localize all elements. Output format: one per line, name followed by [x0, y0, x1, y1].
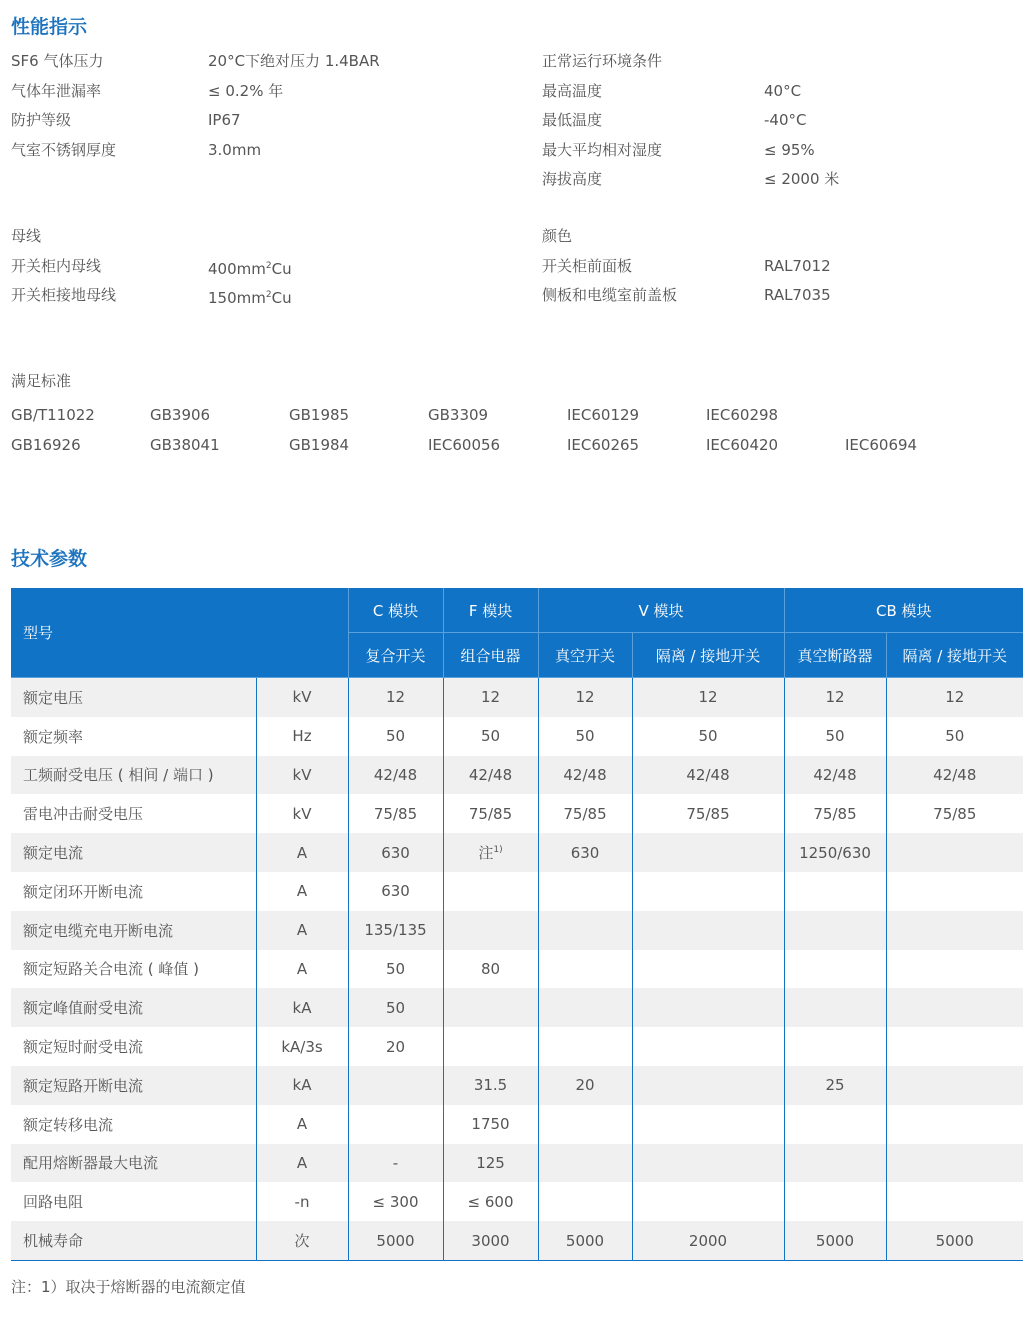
value-cell: 5000 [538, 1221, 632, 1260]
tech-title: 技术参数 [11, 548, 88, 570]
value-cell [886, 1182, 1023, 1221]
table-row [11, 950, 1023, 989]
value-cell [886, 1144, 1023, 1183]
value-cell: 42/48 [632, 756, 784, 795]
standards-row [11, 431, 984, 461]
param-cell: 额定短路关合电流 ( 峰值 ) [11, 950, 256, 989]
value-cell [538, 988, 632, 1027]
standard-code: GB1985 [289, 406, 350, 424]
model-header: 型号 [11, 588, 348, 678]
param-cell: 配用熔断器最大电流 [11, 1144, 256, 1183]
value-cell: 50 [886, 717, 1023, 756]
value-cell: 5000 [886, 1221, 1023, 1260]
param-cell: 工频耐受电压 ( 相间 / 端口 ) [11, 756, 256, 795]
value-cell: 50 [348, 950, 443, 989]
value-cell: 75/85 [348, 794, 443, 833]
sub-header: 真空开关 [538, 633, 632, 678]
unit-cell: 次 [256, 1221, 348, 1260]
color-heading: 颜色 [542, 227, 573, 245]
sub-header: 真空断路器 [784, 633, 886, 678]
value-cell: 75/85 [784, 794, 886, 833]
unit-cell: kA [256, 1066, 348, 1105]
list-item [11, 252, 292, 282]
standard-code: IEC60420 [706, 435, 779, 454]
item-label: 开关柜前面板 [542, 256, 633, 275]
param-cell: 额定频率 [11, 717, 256, 756]
table-row [11, 911, 1023, 950]
value-cell [886, 1066, 1023, 1105]
value-cell [886, 1105, 1023, 1144]
value-cell: 42/48 [443, 756, 538, 795]
value-cell: - [348, 1144, 443, 1183]
value-cell [538, 1182, 632, 1221]
list-item [542, 106, 839, 136]
list-item [11, 281, 292, 311]
item-label: SF6 气体压力 [11, 52, 104, 70]
value-cell: 630 [348, 833, 443, 872]
value-cell: ≤ 600 [443, 1182, 538, 1221]
item-value: ≤ 95% [764, 140, 815, 159]
value-cell: 630 [538, 833, 632, 872]
value-cell: 42/48 [538, 756, 632, 795]
value-cell [886, 833, 1023, 872]
value-cell: 5000 [348, 1221, 443, 1260]
value-cell: 42/48 [886, 756, 1023, 795]
table-row [11, 1144, 1023, 1183]
list-item [542, 252, 831, 282]
value-cell: 20 [538, 1066, 632, 1105]
sub-header: 组合电器 [443, 633, 538, 678]
value-cell [784, 988, 886, 1027]
param-cell: 回路电阻 [11, 1182, 256, 1221]
value-cell: 1750 [443, 1105, 538, 1144]
standard-code: IEC60056 [428, 435, 501, 454]
sub-header: 复合开关 [348, 633, 443, 678]
value-cell [784, 1105, 886, 1144]
standards-grid [11, 401, 984, 460]
item-value: RAL7035 [764, 286, 831, 304]
value-cell [632, 988, 784, 1027]
standard-code: IEC60694 [845, 435, 918, 454]
table-row [11, 988, 1023, 1027]
list-item [542, 165, 839, 195]
value-cell [632, 1066, 784, 1105]
sub-header: 隔离 / 接地开关 [886, 633, 1023, 678]
item-value: 3.0mm [208, 140, 262, 159]
value-cell: 42/48 [784, 756, 886, 795]
list-item [11, 77, 380, 107]
value-cell: 135/135 [348, 911, 443, 950]
unit-cell: A [256, 911, 348, 950]
param-cell: 雷电冲击耐受电压 [11, 794, 256, 833]
value-cell [784, 1144, 886, 1183]
item-value: 40°C [764, 81, 802, 100]
value-cell [538, 1027, 632, 1066]
value-cell: 50 [348, 988, 443, 1027]
value-cell: 42/48 [348, 756, 443, 795]
item-label: 最低温度 [542, 111, 603, 129]
color-list [542, 222, 831, 311]
value-cell: 50 [538, 717, 632, 756]
standards-heading: 满足标准 [11, 372, 72, 390]
module-header: V 模块 [538, 588, 784, 633]
param-cell: 额定电压 [11, 678, 256, 717]
unit-cell: kV [256, 794, 348, 833]
performance-title: 性能指示 [11, 16, 88, 38]
table-row [11, 756, 1023, 795]
standard-code: GB3906 [150, 406, 211, 424]
value-cell [886, 872, 1023, 911]
value-cell: 630 [348, 872, 443, 911]
value-cell: ≤ 300 [348, 1182, 443, 1221]
value-cell [784, 950, 886, 989]
value-cell [538, 872, 632, 911]
environment-heading: 正常运行环境条件 [542, 52, 663, 70]
param-cell: 额定闭环开断电流 [11, 872, 256, 911]
param-cell: 机械寿命 [11, 1221, 256, 1260]
unit-cell: kV [256, 756, 348, 795]
value-cell: 12 [886, 678, 1023, 717]
module-header: F 模块 [443, 588, 538, 633]
item-value: ≤ 0.2% 年 [208, 81, 284, 100]
table-row [11, 794, 1023, 833]
standard-code: IEC60298 [706, 406, 779, 424]
item-label: 侧板和电缆室前盖板 [542, 286, 678, 304]
param-cell: 额定短时耐受电流 [11, 1027, 256, 1066]
table-row [11, 1027, 1023, 1066]
value-cell [443, 988, 538, 1027]
value-cell [784, 1027, 886, 1066]
value-cell: 注$^{1)}$ [443, 833, 538, 872]
standard-code: IEC60129 [567, 406, 640, 424]
table-row [11, 717, 1023, 756]
value-cell [348, 1105, 443, 1144]
item-label: 开关柜内母线 [11, 256, 102, 275]
value-cell: 2000 [632, 1221, 784, 1260]
value-cell: 12 [784, 678, 886, 717]
param-cell: 额定峰值耐受电流 [11, 988, 256, 1027]
note-superscript: 1) [493, 845, 503, 856]
table-row [11, 678, 1023, 717]
value-cell: 75/85 [538, 794, 632, 833]
unit-cell: A [256, 833, 348, 872]
item-label: 气体年泄漏率 [11, 81, 102, 100]
list-item [542, 281, 831, 311]
item-label: 气室不锈钢厚度 [11, 140, 117, 159]
value-cell [886, 988, 1023, 1027]
standard-code: GB16926 [11, 435, 81, 454]
value-cell [886, 1027, 1023, 1066]
footnote: 注：1）取决于熔断器的电流额定值 [11, 1278, 246, 1296]
value-cell [886, 950, 1023, 989]
standard-code: GB38041 [150, 435, 220, 454]
standard-code: GB3309 [428, 406, 489, 424]
busbar-heading: 母线 [11, 227, 42, 245]
value-cell: 12 [632, 678, 784, 717]
value-cell: 20 [348, 1027, 443, 1066]
busbar-list [11, 222, 292, 311]
value-cell [632, 1182, 784, 1221]
param-cell: 额定电缆充电开断电流 [11, 911, 256, 950]
standard-code: GB/T11022 [11, 406, 95, 424]
unit-cell: A [256, 1105, 348, 1144]
unit-cell: kV [256, 678, 348, 717]
standard-code: IEC60265 [567, 435, 640, 454]
value-cell [632, 872, 784, 911]
unit-cell: kA/3s [256, 1027, 348, 1066]
value-cell: 75/85 [443, 794, 538, 833]
value-cell [538, 950, 632, 989]
item-value: $150mm^2Cu$ [208, 289, 292, 307]
table-row [11, 1221, 1023, 1260]
value-cell: 12 [443, 678, 538, 717]
value-cell [538, 1144, 632, 1183]
environment-list [542, 47, 839, 195]
value-cell [632, 833, 784, 872]
table-row [11, 1182, 1023, 1221]
value-cell [784, 911, 886, 950]
value-cell [632, 911, 784, 950]
standards-row [11, 401, 984, 431]
value-cell: 75/85 [886, 794, 1023, 833]
value-cell [538, 911, 632, 950]
value-cell: 50 [348, 717, 443, 756]
item-label: 开关柜接地母线 [11, 286, 117, 304]
unit-cell: kA [256, 988, 348, 1027]
table-row [11, 833, 1023, 872]
value-cell [886, 911, 1023, 950]
list-item [11, 47, 380, 77]
value-cell [632, 1027, 784, 1066]
unit-cell: Hz [256, 717, 348, 756]
value-cell [443, 911, 538, 950]
value-cell [443, 872, 538, 911]
value-cell: 50 [784, 717, 886, 756]
value-cell: 12 [538, 678, 632, 717]
item-label: 防护等级 [11, 111, 72, 129]
tech-spec-table [11, 588, 1023, 1261]
unit-cell: -n [256, 1182, 348, 1221]
value-cell [632, 1105, 784, 1144]
value-cell [784, 872, 886, 911]
unit-cell: A [256, 950, 348, 989]
table-row [11, 872, 1023, 911]
value-cell: 50 [632, 717, 784, 756]
list-item [542, 136, 839, 166]
value-cell: 12 [348, 678, 443, 717]
item-value: IP67 [208, 111, 241, 129]
value-cell: 31.5 [443, 1066, 538, 1105]
list-item [11, 136, 380, 166]
value-cell [348, 1066, 443, 1105]
param-cell: 额定电流 [11, 833, 256, 872]
table-row [11, 1105, 1023, 1144]
value-cell: 3000 [443, 1221, 538, 1260]
value-cell [632, 1144, 784, 1183]
item-value: ≤ 2000 米 [764, 170, 840, 188]
value-cell [784, 1182, 886, 1221]
value-cell: 50 [443, 717, 538, 756]
value-cell: 5000 [784, 1221, 886, 1260]
param-cell: 额定短路开断电流 [11, 1066, 256, 1105]
standard-code: GB1984 [289, 435, 350, 454]
unit-cell: A [256, 1144, 348, 1183]
value-cell: 1250/630 [784, 833, 886, 872]
value-cell: 75/85 [632, 794, 784, 833]
list-item [542, 77, 839, 107]
sub-header: 隔离 / 接地开关 [632, 633, 784, 678]
value-cell: 80 [443, 950, 538, 989]
item-value: -40°C [764, 111, 807, 129]
item-value: RAL7012 [764, 256, 831, 275]
value-cell [538, 1105, 632, 1144]
item-value: 20°C下绝对压力 1.4BAR [208, 52, 380, 70]
item-label: 最大平均相对湿度 [542, 140, 663, 159]
value-cell [632, 950, 784, 989]
param-cell: 额定转移电流 [11, 1105, 256, 1144]
value-cell: 25 [784, 1066, 886, 1105]
module-header: CB 模块 [784, 588, 1023, 633]
module-header: C 模块 [348, 588, 443, 633]
unit-cell: A [256, 872, 348, 911]
value-cell: 125 [443, 1144, 538, 1183]
item-value: $400mm^2Cu$ [208, 259, 292, 278]
item-label: 海拔高度 [542, 170, 603, 188]
item-label: 最高温度 [542, 81, 603, 100]
list-item [11, 106, 380, 136]
performance-left-list [11, 47, 380, 165]
table-row [11, 1066, 1023, 1105]
value-cell [443, 1027, 538, 1066]
